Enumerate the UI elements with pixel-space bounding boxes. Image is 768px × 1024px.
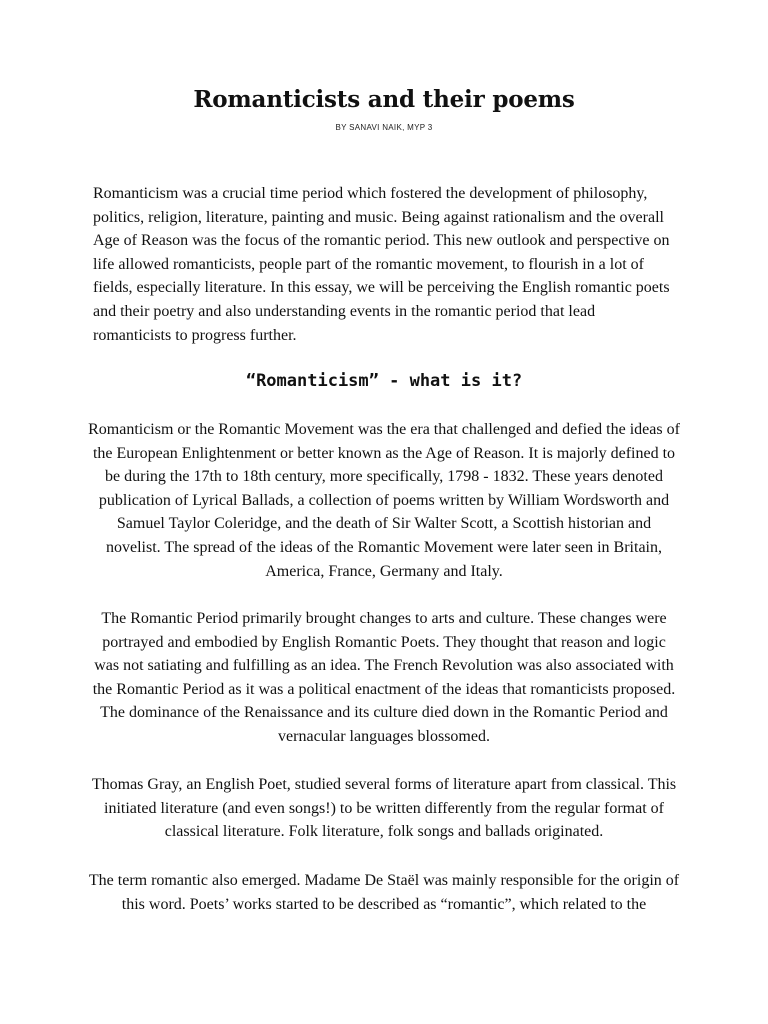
document-title: Romanticists and their poems (193, 86, 575, 113)
section-heading: “Romanticism” - what is it? (245, 371, 523, 391)
body-paragraph: The term romantic also emerged. Madame De Staël was mainly responsible for the origin of this word. Poets’ works started to be described as “romantic”, which related to the (88, 872, 680, 913)
body-paragraph: Thomas Gray, an English Poet, studied several forms of literature apart from classical. This initiated literature (and even songs!) to be written differently from the regular format of classical literature. Folk literature, folk songs and ballads originated. (91, 776, 677, 841)
body-paragraph: The Romantic Period primarily brought changes to arts and culture. These changes were portrayed and embodied by English Romantic Poets. They thought that reason and logic was not satiating and fulfilling as an idea. The French Revolution was also associated with the Romantic Period as it was a political enactment of the ideas that romanticists proposed. The dominance of the Renaissance and its culture died down in the Romantic Period and vernacular languages blossomed. (92, 610, 676, 745)
intro-paragraph: Romanticism was a crucial time period which fostered the development of philosophy, politics, religion, literature, painting and music. Being against rationalism and the overall Age of Reason was the focus of the romantic period. This new outlook and perspective on life allowed romanticists, people part of the romantic movement, to flourish in a lot of fields, especially literature. In this essay, we will be perceiving the English romantic poets and their poetry and also understanding events in the romantic period that lead romanticists to progress further. (93, 185, 670, 344)
body-paragraph: Romanticism or the Romantic Movement was the era that challenged and defied the ideas of the European Enlightenment or better known as the Age of Reason. It is majorly defined to be during the 17th to 18th century, more specifically, 1798 - 1832. These years denoted publication of Lyrical Ballads, a collection of poems written by William Wordsworth and Samuel Taylor Coleridge, and the death of Sir Walter Scott, a Scottish historian and novelist. The spread of the ideas of the Romantic Movement were later seen in Britain, America, France, Germany and Italy. (88, 421, 680, 580)
author-byline: BY SANAVI NAIK, MYP 3 (335, 123, 433, 132)
